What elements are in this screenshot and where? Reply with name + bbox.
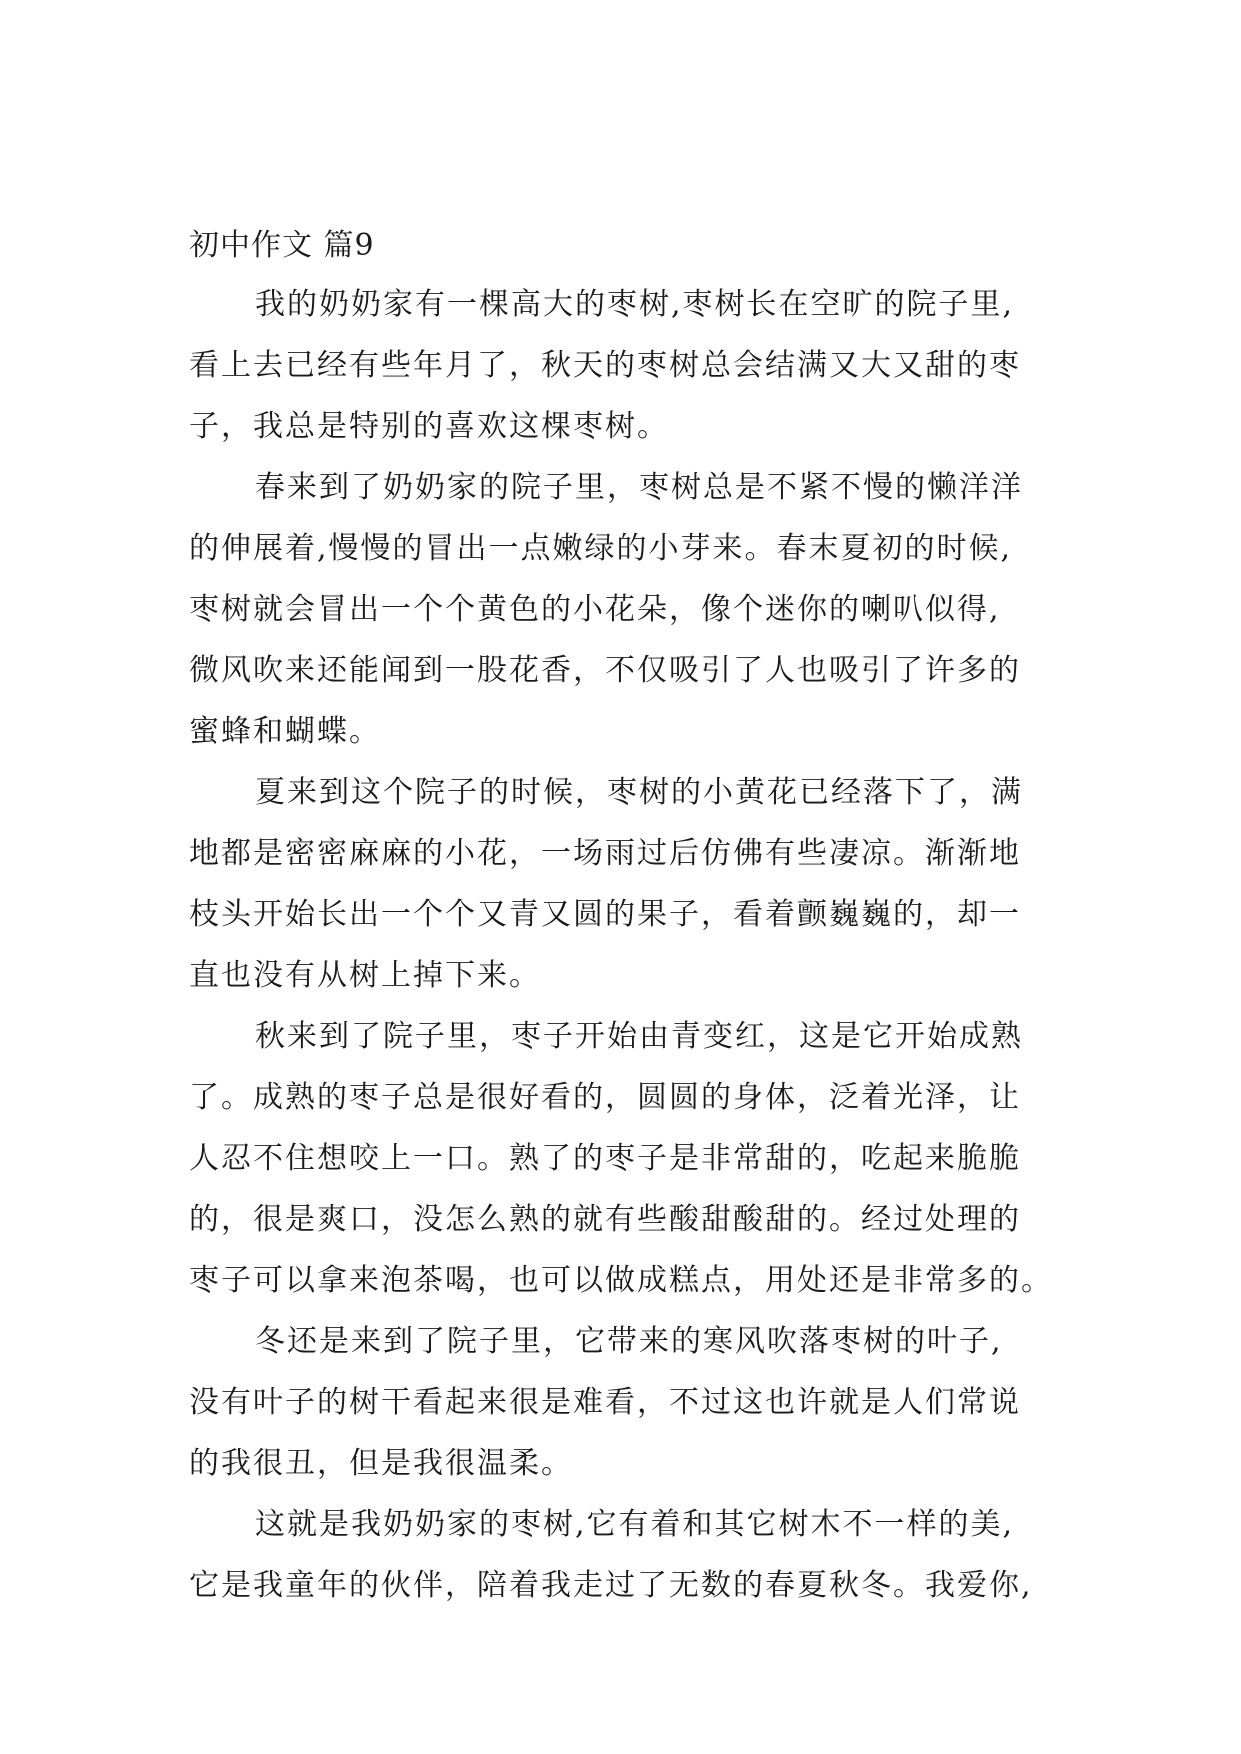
text-line: 它是我童年的伙伴，陪着我走过了无数的春夏秋冬。我爱你, [189,1568,1033,1603]
text-line: 了。成熟的枣子总是很好看的，圆圆的身体，泛着光泽，让 [189,1080,1021,1115]
text-line: 的伸展着,慢慢的冒出一点嫩绿的小芽来。春末夏初的时候, [189,531,1013,566]
text-line: 冬还是来到了院子里，它带来的寒风吹落枣树的叶子, [255,1324,1003,1359]
text-line: 没有叶子的树干看起来很是难看，不过这也许就是人们常说 [189,1385,1021,1420]
text-line: 微风吹来还能闻到一股花香，不仅吸引了人也吸引了许多的 [189,653,1021,688]
text-line: 直也没有从树上掉下来。 [189,958,541,993]
text-line: 子，我总是特别的喜欢这棵枣树。 [189,409,669,444]
text-line: 秋来到了院子里，枣子开始由青变红，这是它开始成熟 [255,1019,1023,1054]
text-line: 看上去已经有些年月了，秋天的枣树总会结满又大又甜的枣 [189,348,1021,383]
document-body [189,218,1069,1616]
text-line: 地都是密密麻麻的小花，一场雨过后仿佛有些凄凉。渐渐地 [189,836,1021,871]
text-line: 枣树就会冒出一个个黄色的小花朵，像个迷你的喇叭似得, [189,592,1001,627]
text-line: 夏来到这个院子的时候，枣树的小黄花已经落下了，满 [255,775,1023,810]
document-title: 初中作文 篇9 [189,228,375,263]
paragraph-6 [189,1494,1069,1616]
text-line: 枣子可以拿来泡茶喝，也可以做成糕点，用处还是非常多的。 [189,1263,1053,1298]
text-line: 人忍不住想咬上一口。熟了的枣子是非常甜的，吃起来脆脆 [189,1141,1021,1176]
text-line: 的，很是爽口，没怎么熟的就有些酸甜酸甜的。经过处理的 [189,1202,1021,1237]
text-line: 的我很丑，但是我很温柔。 [189,1446,573,1481]
paragraph-2 [189,457,1069,762]
text-line: 这就是我奶奶家的枣树,它有着和其它树木不一样的美, [255,1507,1015,1542]
text-line: 枝头开始长出一个个又青又圆的果子，看着颤巍巍的，却一 [189,897,1021,932]
paragraph-3 [189,762,1069,1006]
text-line: 蜜蜂和蝴蝶。 [189,714,381,749]
paragraph-5 [189,1311,1069,1494]
paragraph-4 [189,1006,1069,1311]
paragraph-1 [189,274,1069,457]
text-line: 我的奶奶家有一棵高大的枣树,枣树长在空旷的院子里, [255,287,1015,322]
text-line: 春来到了奶奶家的院子里，枣树总是不紧不慢的懒洋洋 [255,470,1023,505]
